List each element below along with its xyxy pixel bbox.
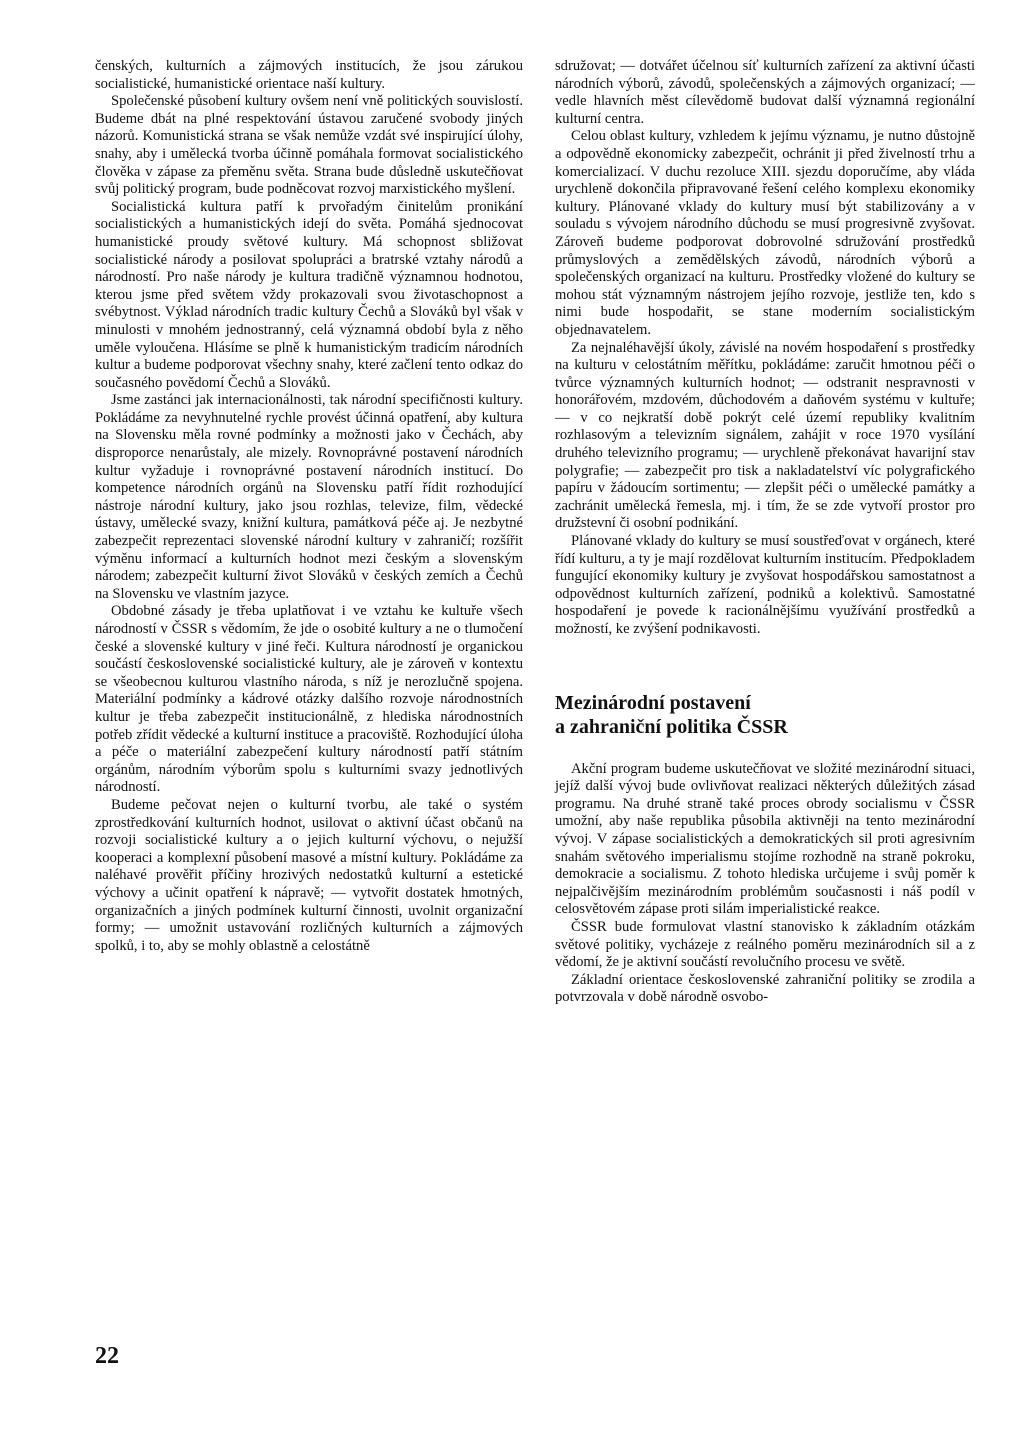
page-number: 22 xyxy=(95,1343,119,1369)
paragraph: Základní orientace československé zahraniční politiky se zrodila a potvrzovala v době národně osvobo- xyxy=(555,971,975,1006)
paragraph: Obdobné zásady je třeba uplatňovat i ve vztahu ke kultuře všech národností v ČSSR s vědomím, že jde o osobité kultury a ne o tlumočení české a slovenské kultury v jiné řeči. Kultura národností je organickou součástí československé socialistické kultury, ale je zároveň v kontextu se všeobecnou kulturou vlastního národa, s níž je nerozlučně spojena. Materiální podmínky a kádrové otázky dalšího rozvoje národnostních kultur je třeba zabezpečit institucionálně, z hlediska národnostních potřeb zřídit vědecké a kulturní instituce a pracoviště. Rozhodující úloha a péče o materiální zabezpečení kultury národností patří státním orgánům, národním výborům spolu s kulturními svazy jednotlivých národností. xyxy=(95,603,523,796)
paragraph: Za nejnaléhavější úkoly, závislé na novém hospodaření s prostředky na kulturu v celostátním měřítku, pokládáme: zaručit hmotnou péči o tvůrce významných kulturních hodnot; — odstranit nespravnosti v honorářovém, mzdovém, důchodovém a daňovém systému v kultuře; — v co nejkratší době pokrýt celé území republiky kvalitním rozhlasovým a televizním signálem, zahájit v roce 1970 vysílání druhého televizního programu; — urychleně překonávat havarijní stav polygrafie; — zabezpečit pro tisk a nakladatelství víc polygrafického papíru v žádoucím sortimentu; — zlepšit péči o umělecké památky a zachránit umělecká řemesla, mj. i tím, že se zde vytvoří prostor pro družstevní či osobní podnikání. xyxy=(555,339,975,532)
left-column xyxy=(95,58,523,955)
paragraph: ČSSR bude formulovat vlastní stanovisko k základním otázkám světové politiky, vycházeje z reálného poměru mezinárodních sil a z vědomí, že je aktivní součástí revolučního procesu ve světě. xyxy=(555,918,975,971)
section-heading-line: a zahraniční politika ČSSR xyxy=(555,715,788,738)
paragraph: čenských, kulturních a zájmových institucích, že jsou zárukou socialistické, humanistické orientace naší kultury. xyxy=(95,58,523,92)
paragraph: Plánované vklady do kultury se musí soustřeďovat v orgánech, které řídí kulturu, a ty je mají rozdělovat kulturním institucím. Předpokladem fungující ekonomiky kultury je zvyšovat hospodářskou samostatnost a odpovědnost kulturních zařízení, podniků a kolektivů. Samostatné hospodaření je povede k racionálnějšímu využívání prostředků a možností, ke zvýšení podnikavosti. xyxy=(555,533,975,637)
paragraph: Celou oblast kultury, vzhledem k jejímu významu, je nutno důstojně a odpovědně ekonomicky zabezpečit, ochránit ji před živelností trhu a komercializací. V duchu rezoluce XIII. sjezdu doporučíme, aby vláda urychleně dokončila připravované řešení celého komplexu ekonomiky kultury. Plánované vklady do kultury musí být stabilizovány a v souladu s vývojem národního důchodu se musí progresivně zvyšovat. Zároveň budeme podporovat dobrovolné sdružování prostředků průmyslových a zemědělských závodů, národních výborů a společenských organizací na kulturu. Prostředky vložené do kultury se mohou stát významným nástrojem jejího rozvoje, jestliže ten, kdo s nimi bude hospodařit, se stane moderním socialistickým objednavatelem. xyxy=(555,128,975,338)
paragraph: Akční program budeme uskutečňovat ve složité mezinárodní situaci, jejíž další vývoj bude ovlivňovat realizaci některých důležitých zásad programu. Na druhé straně také proces obrody socialismu v ČSSR umožní, aby naše republika působila aktivněji na tento mezinárodní vývoj. V zápase socialistických a demokratických sil proti agresivním snahám světového imperialismu stojíme rozhodně na straně pokroku, demokracie a socialismu. Z tohoto hlediska určujeme i svůj poměr k nejpalčivějším mezinárodním problémům současnosti i náš podíl v celosvětovém zápase proti silám imperialistické reakce. xyxy=(555,760,975,918)
paragraph: Socialistická kultura patří k prvořadým činitelům pronikání socialistických a humanistických idejí do světa. Pomáhá sjednocovat humanistické proudy světové kultury. Má schopnost sbližovat socialistické národy a posilovat spolupráci a bratrské vztahy národů a národností. Pro naše národy je kultura tradičně významnou hodnotou, kterou jsme před světem vždy prokazovali svou životaschopnost a svébytnost. Výklad národních tradic kultury Čechů a Slováků byl však v minulosti v mnohém jednostranný, celá významná období byla z něho uměle vyloučena. Hlásíme se plně k humanistickým tradicím národních kultur a budeme podporovat všechny snahy, které začlení tento odkaz do současného povědomí Čechů a Slováků. xyxy=(95,198,523,391)
paragraph: Budeme pečovat nejen o kulturní tvorbu, ale také o systém zprostředkování kulturních hodnot, usilovat o aktivní účast občanů na rozvoji socialistické kultury a o jejich kulturní výchovu, o nejužší kooperaci a komplexní působení masové a místní kultury. Pokládáme za naléhavé prověřit příčiny hrozivých nedostatků kulturní a estetické výchovy a učinit opatření k nápravě; — vytvořit dostatek hmotných, organizačních a jiných podmínek kulturní činnosti, uvolnit organizační formy; — umožnit ustavování rozličných kulturních a zájmových spolků, i to, aby se mohly oblastně a celostátně xyxy=(95,796,523,954)
paragraph: sdružovat; — dotvářet účelnou síť kulturních zařízení za aktivní účasti národních výborů, závodů, společenských a zájmových organizací; — vedle hlavních měst cílevědomě budovat další významná regionální kulturní centra. xyxy=(555,58,975,127)
section-heading xyxy=(555,691,975,739)
paragraph: Jsme zastánci jak internacionálnosti, tak národní specifičnosti kultury. Pokládáme za nevyhnutelné rychle provést účinná opatření, aby kultura na Slovensku měla rovné podmínky a možnosti jako v Čechách, aby disproporce nenarůstaly, ale mizely. Rovnoprávné postavení národních kultur vyžaduje i rovnoprávné postavení národních institucí. Do kompetence národních orgánů na Slovensku patří řídit rozhodující nástroje národní kultury, jako jsou rozhlas, televize, film, vědecké ústavy, umělecké svazy, knižní kultura, památková péče aj. Je nezbytné zabezpečit reprezentaci slovenské národní kultury v zahraničí; rozšířit výměnu informací a kulturních hodnot mezi českým a slovenským národem; zabezpečit kulturní život Slováků v českých zemích a Čechů na Slovensku ve vlastním jazyce. xyxy=(95,392,523,602)
section-heading-line: Mezinárodní postavení xyxy=(555,691,751,714)
paragraph: Společenské působení kultury ovšem není vně politických souvislostí. Budeme dbát na plné respektování ústavou zaručené svobody jiných názorů. Komunistická strana se však nemůže vzdát své inspirující úlohy, snahy, aby i umělecká tvorba účinně pomáhala formovat socialistického člověka v zápase za přeměnu světa. Strana bude důsledně uskutečňovat svůj politický program, bude podněcovat rozvoj marxistického myšlení. xyxy=(95,93,523,198)
right-column xyxy=(555,58,975,1007)
